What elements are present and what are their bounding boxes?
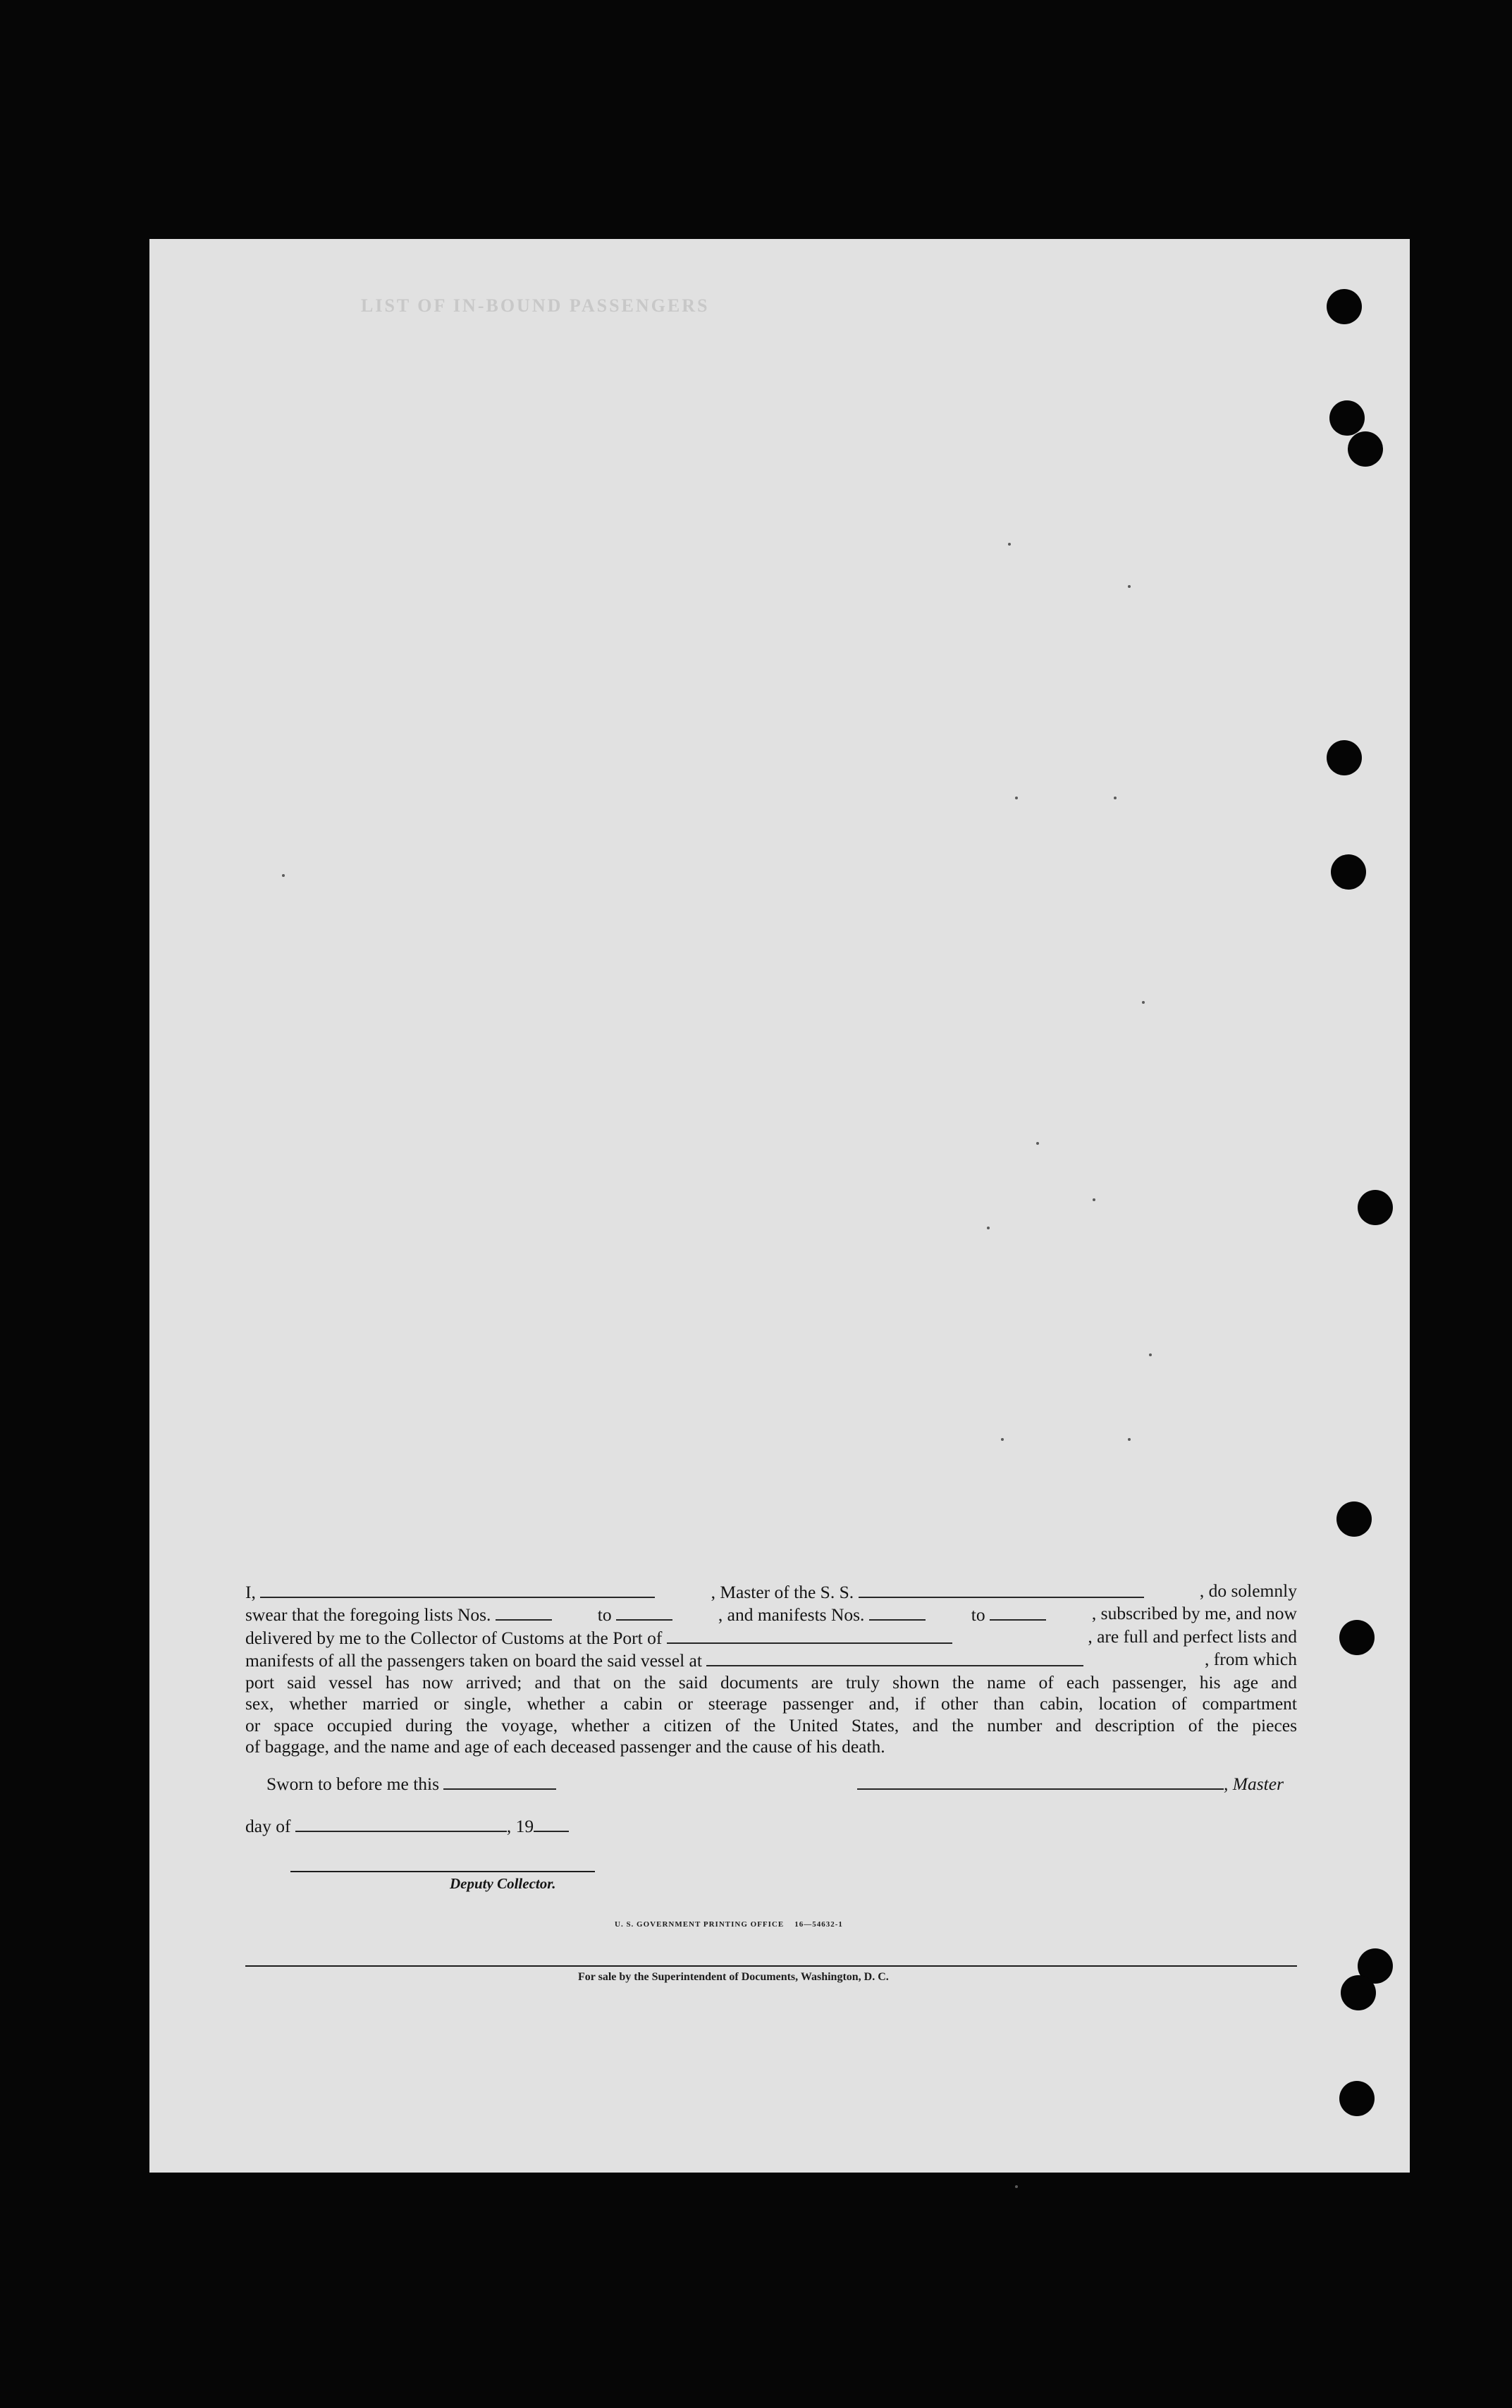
speck [1015,797,1018,799]
form-number: 16—54632-1 [794,1920,843,1929]
speck [1093,1198,1095,1201]
punch-hole [1339,2081,1375,2116]
speck [987,1227,990,1229]
sworn-line [266,1772,556,1795]
speck [1142,1001,1145,1004]
manifests-to-blank [990,1603,1046,1621]
deputy-signature-rule [290,1871,595,1872]
punch-hole [1327,289,1362,324]
printing-office-label: U. S. GOVERNMENT PRINTING OFFICE [615,1920,785,1929]
oath-text: , Master of the S. S. [711,1581,854,1602]
oath-text: to [971,1604,985,1626]
departure-port-blank [706,1649,1083,1666]
speck [1128,1438,1131,1441]
month-blank [295,1814,507,1832]
lists-to-blank [616,1603,672,1621]
punch-hole [1327,740,1362,775]
master-name-blank [260,1580,655,1598]
for-sale-note: For sale by the Superintendent of Documents, Washington, D. C. [578,1971,889,1983]
master-oath [245,1580,1297,1758]
oath-line-7: or space occupied during the voyage, whether a citizen of the United States, and the number and description of the pieces [245,1714,1297,1736]
speck [282,874,285,877]
speck [1001,1438,1004,1441]
speck [1008,543,1011,546]
deputy-collector-label: Deputy Collector. [450,1875,556,1892]
day-of-label: day of [245,1815,291,1836]
speck [1015,2185,1018,2188]
lists-from-blank [496,1603,552,1621]
printing-office-imprint [615,1920,843,1929]
year-blank [534,1814,569,1832]
oath-text: I, [245,1581,256,1602]
day-of-line [245,1814,569,1837]
oath-text: to [597,1604,612,1626]
bleed-through-header: LIST OF IN-BOUND PASSENGERS [361,295,710,316]
speck [1114,797,1117,799]
sworn-label: Sworn to before me this [266,1773,440,1794]
oath-line-1 [245,1580,1297,1603]
punch-hole [1339,1620,1375,1655]
punch-hole [1331,854,1366,890]
oath-line-4 [245,1649,1297,1671]
oath-text: , from which [1204,1649,1297,1670]
oath-text: , and manifests Nos. [718,1604,865,1626]
footer-rule [245,1965,1297,1967]
oath-text: , subscribed by me, and now [1091,1603,1297,1624]
oath-text: delivered by me to the Collector of Customs at the Port of [245,1627,663,1648]
oath-line-8: of baggage, and the name and age of each deceased passenger and the cause of his death. [245,1736,885,1757]
manifests-from-blank [869,1603,926,1621]
punch-hole [1341,1975,1376,2010]
punch-hole [1329,400,1365,436]
oath-text: manifests of all the passengers taken on board the said vessel at [245,1650,702,1671]
speck [1128,585,1131,588]
oath-line-2 [245,1603,1297,1626]
port-blank [667,1626,952,1644]
master-signature-line [857,1772,1284,1795]
oath-line-5: port said vessel has now arrived; and that on the said documents are truly shown the name of each passenger, his age and [245,1671,1297,1693]
vessel-name-blank [859,1580,1144,1598]
year-label: , 19 [506,1815,534,1836]
oath-line-3 [245,1626,1297,1649]
master-label: , Master [1224,1773,1284,1794]
punch-hole [1358,1190,1393,1225]
document-page [149,239,1410,2173]
punch-hole [1336,1501,1372,1537]
oath-text: , do solemnly [1199,1580,1297,1601]
speck [1149,1353,1152,1356]
oath-text: , are full and perfect lists and [1088,1626,1297,1647]
speck [1036,1142,1039,1145]
oath-text: swear that the foregoing lists Nos. [245,1604,491,1626]
master-signature-blank [857,1772,1224,1790]
punch-hole [1348,431,1383,467]
sworn-date-blank [443,1772,556,1790]
oath-line-6: sex, whether married or single, whether a cabin or steerage passenger and, if other than cabin, location of compartment [245,1693,1297,1714]
